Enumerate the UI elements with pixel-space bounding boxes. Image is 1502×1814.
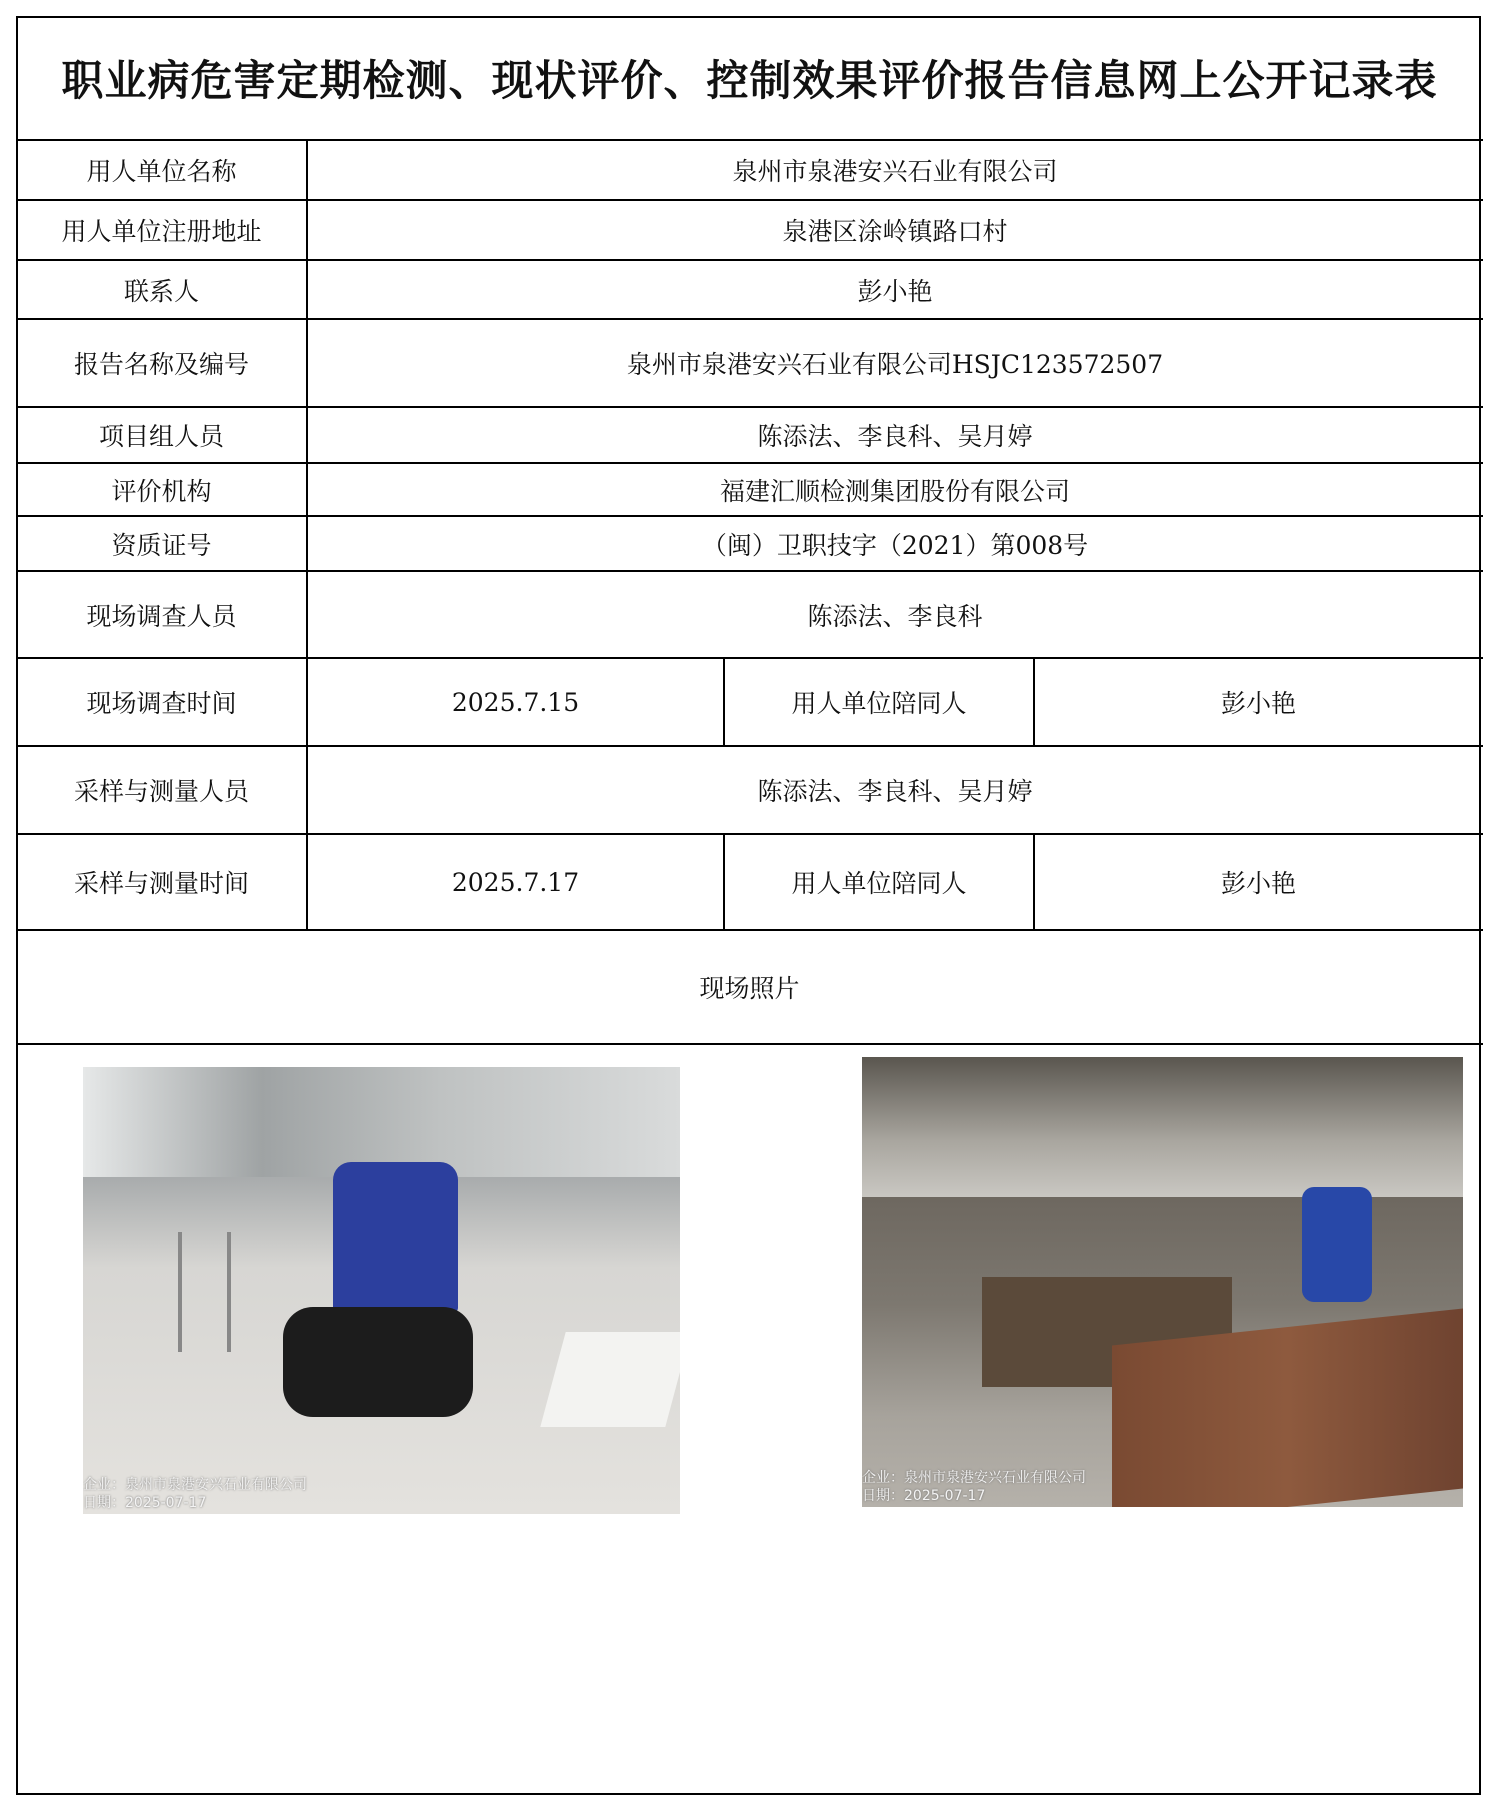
- photo-figure-vest: [1302, 1187, 1372, 1302]
- value-contact: 彭小艳: [857, 276, 933, 306]
- photo-figure-body: [283, 1307, 473, 1417]
- label-photos: 现场照片: [699, 974, 800, 1003]
- page-title: 职业病危害定期检测、现状评价、控制效果评价报告信息网上公开记录表: [61, 56, 1438, 105]
- watermark-company: 企业：泉州市泉港安兴石业有限公司: [862, 1470, 1086, 1486]
- label-survey-staff: 现场调查人员: [86, 601, 237, 631]
- value-team: 陈添法、李良科、吴月婷: [757, 422, 1033, 451]
- watermark-company: 企业：泉州市泉港安兴石业有限公司: [83, 1477, 307, 1493]
- value-org: 福建汇顺检测集团股份有限公司: [719, 476, 1070, 506]
- value-survey-escort: 彭小艳: [1220, 689, 1296, 718]
- label-contact: 联系人: [123, 276, 199, 306]
- photo-background: [83, 1067, 680, 1177]
- label-address: 用人单位注册地址: [61, 217, 262, 246]
- photo-figure-vest: [333, 1162, 458, 1312]
- value-sampling-escort: 彭小艳: [1220, 869, 1296, 898]
- label-org: 评价机构: [111, 476, 212, 506]
- label-sampling-escort: 用人单位陪同人: [791, 869, 967, 898]
- label-team: 项目组人员: [98, 422, 224, 451]
- value-survey-time: 2025.7.15: [451, 687, 580, 717]
- value-sampling-staff: 陈添法、李良科、吴月婷: [757, 777, 1033, 806]
- watermark-date: 日期：2025-07-17: [83, 1495, 207, 1511]
- photo-background: [862, 1057, 1463, 1197]
- photo-watermark: [862, 1469, 1086, 1505]
- label-sampling-time: 采样与测量时间: [73, 869, 249, 898]
- photo-watermark: [83, 1476, 307, 1512]
- label-company: 用人单位名称: [86, 157, 237, 186]
- label-report: 报告名称及编号: [73, 350, 249, 379]
- site-photo-2: [862, 1057, 1463, 1507]
- value-address: 泉港区涂岭镇路口村: [782, 217, 1008, 246]
- photo-stone-slab: [540, 1332, 680, 1427]
- value-sampling-time: 2025.7.17: [451, 867, 580, 897]
- label-survey-time: 现场调查时间: [86, 689, 237, 718]
- site-photo-1: [83, 1067, 680, 1514]
- watermark-date: 日期：2025-07-17: [862, 1488, 986, 1504]
- value-cert: （闽）卫职技字（2021）第008号: [701, 530, 1089, 560]
- photo-tripod: [178, 1232, 231, 1352]
- label-cert: 资质证号: [111, 530, 212, 560]
- value-survey-staff: 陈添法、李良科: [807, 601, 983, 631]
- value-company: 泉州市泉港安兴石业有限公司: [732, 157, 1058, 186]
- value-report: 泉州市泉港安兴石业有限公司HSJC123572507: [626, 350, 1164, 379]
- label-sampling-staff: 采样与测量人员: [73, 777, 249, 806]
- label-survey-escort: 用人单位陪同人: [791, 689, 967, 718]
